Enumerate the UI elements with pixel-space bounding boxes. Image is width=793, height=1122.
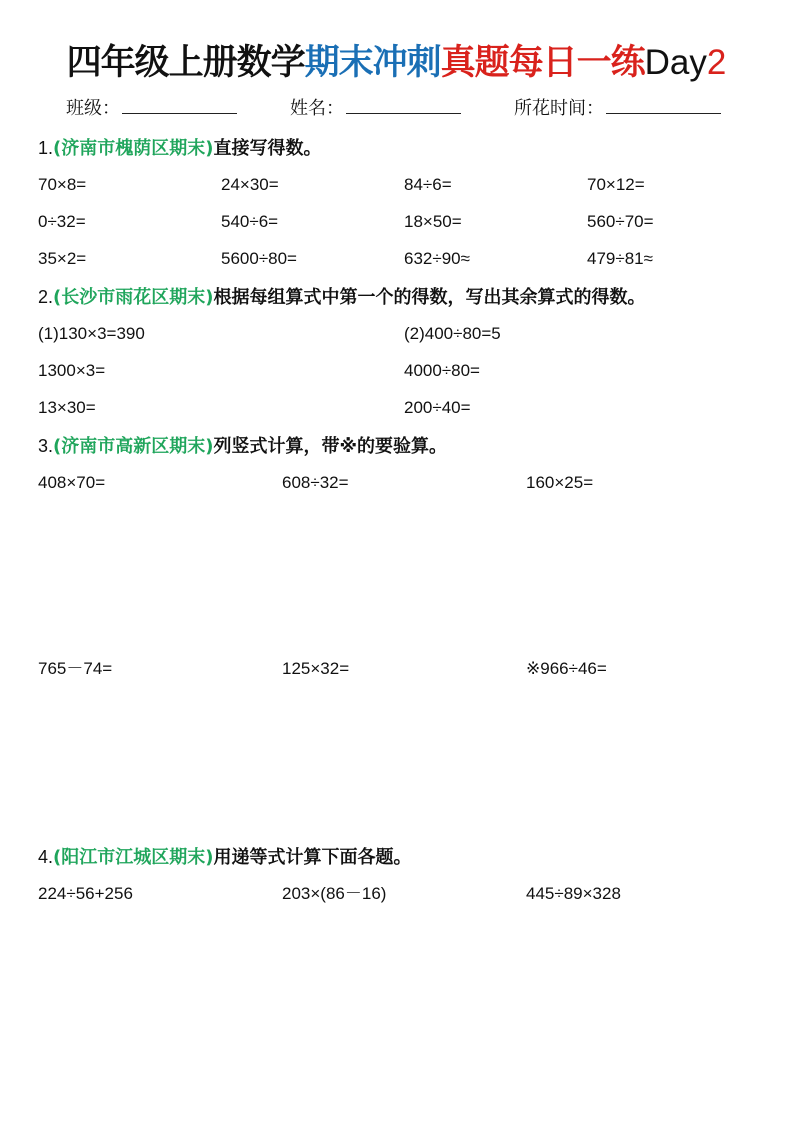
question-number: 4. bbox=[38, 847, 54, 867]
q1-item: 84÷6= bbox=[404, 175, 452, 194]
question-source: (阳江市江城区期末) bbox=[53, 847, 214, 868]
q4-item: 445÷89×328 bbox=[526, 884, 621, 903]
title-part-grade: 四年级上册数学 bbox=[66, 43, 305, 83]
class-blank[interactable] bbox=[122, 97, 237, 114]
class-label: 班级： bbox=[66, 98, 120, 119]
q2-item: (1)130×3=390 bbox=[38, 324, 145, 343]
q1-item: 70×8= bbox=[38, 175, 87, 194]
title-part-day: Day bbox=[644, 43, 707, 82]
question-text: 根据每组算式中第一个的得数，写出其余算式的得数。 bbox=[213, 287, 646, 308]
page-title bbox=[0, 40, 793, 86]
q1-item: 24×30= bbox=[221, 175, 279, 194]
question-2-heading bbox=[38, 285, 645, 310]
q2-item: 4000÷80= bbox=[404, 361, 480, 380]
question-number: 3. bbox=[38, 436, 54, 456]
q1-item: 18×50= bbox=[404, 212, 462, 231]
q3-item: ※966÷46= bbox=[526, 659, 607, 678]
q2-item: 13×30= bbox=[38, 398, 96, 417]
q1-item: 35×2= bbox=[38, 249, 87, 268]
q4-item: 224÷56+256 bbox=[38, 884, 133, 903]
q3-item: 608÷32= bbox=[282, 473, 349, 492]
q2-item: (2)400÷80=5 bbox=[404, 324, 501, 343]
question-source: (济南市高新区期末) bbox=[53, 436, 214, 457]
question-source: (济南市槐荫区期末) bbox=[53, 138, 214, 159]
title-part-daily: 真题每日一练 bbox=[440, 43, 645, 83]
title-part-sprint: 期末冲刺 bbox=[304, 43, 441, 83]
q3-item: 160×25= bbox=[526, 473, 594, 492]
q2-item: 1300×3= bbox=[38, 361, 106, 380]
title-part-day-number: 2 bbox=[706, 43, 727, 82]
q1-item: 70×12= bbox=[587, 175, 645, 194]
question-4-heading bbox=[38, 845, 411, 870]
time-field[interactable] bbox=[514, 97, 721, 121]
q1-item: 0÷32= bbox=[38, 212, 86, 231]
question-text: 用递等式计算下面各题。 bbox=[213, 847, 412, 868]
class-field[interactable] bbox=[66, 97, 237, 121]
question-text: 直接写得数。 bbox=[213, 138, 322, 159]
q1-item: 540÷6= bbox=[221, 212, 279, 231]
question-number: 1. bbox=[38, 138, 54, 158]
question-source: (长沙市雨花区期末) bbox=[53, 287, 214, 308]
q3-item: 125×32= bbox=[282, 659, 350, 678]
question-1-heading bbox=[38, 136, 321, 161]
q3-item: 765－74= bbox=[38, 659, 113, 678]
name-field[interactable] bbox=[290, 97, 461, 121]
name-blank[interactable] bbox=[346, 97, 461, 114]
q1-item: 479÷81≈ bbox=[587, 249, 653, 268]
q1-item: 560÷70= bbox=[587, 212, 654, 231]
q1-item: 632÷90≈ bbox=[404, 249, 470, 268]
q2-item: 200÷40= bbox=[404, 398, 471, 417]
q4-item: 203×(86－16) bbox=[282, 884, 387, 903]
q3-item: 408×70= bbox=[38, 473, 106, 492]
time-label: 所花时间： bbox=[514, 98, 604, 119]
time-blank[interactable] bbox=[606, 97, 721, 114]
q1-item: 5600÷80= bbox=[221, 249, 297, 268]
name-label: 姓名： bbox=[290, 98, 344, 119]
question-3-heading bbox=[38, 434, 447, 459]
question-text: 列竖式计算，带※的要验算。 bbox=[213, 436, 447, 457]
question-number: 2. bbox=[38, 287, 54, 307]
